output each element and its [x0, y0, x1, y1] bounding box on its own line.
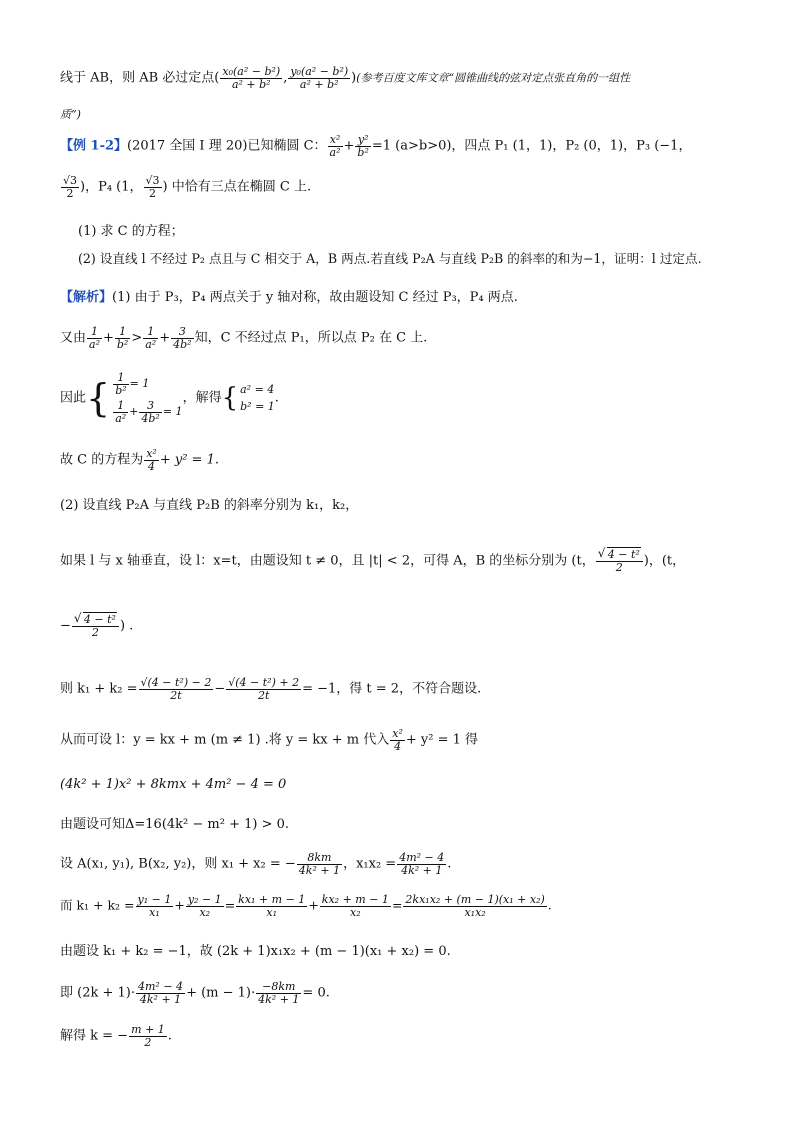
- denominator: 4k² + 1: [139, 992, 182, 1006]
- solution-tag: 【解析】: [60, 290, 113, 305]
- text: (2) 设直线 P₂A 与直线 P₂B 的斜率分别为 k₁，k₂，: [60, 498, 359, 513]
- numerator: 1: [113, 400, 128, 413]
- text-line-14: [60, 677, 742, 701]
- numerator: y₁ − 1: [137, 893, 172, 906]
- fraction: [143, 326, 158, 350]
- fraction: [297, 852, 342, 876]
- fraction: [397, 852, 446, 876]
- text: 解得 k = −: [60, 1028, 129, 1044]
- system-row-1: [112, 372, 182, 396]
- fraction: [355, 134, 370, 158]
- denominator: x₁: [266, 905, 278, 919]
- denominator: 4b²: [173, 337, 192, 351]
- denominator: 2: [149, 186, 157, 200]
- text-line-20: [60, 944, 742, 960]
- text: 又由: [60, 330, 87, 346]
- denominator: 2: [144, 1035, 152, 1049]
- operator: +: [159, 330, 171, 346]
- fraction: [236, 894, 307, 918]
- numerator: −8km: [256, 981, 301, 994]
- text: 线于 AB，则 AB 必过定点(: [60, 70, 220, 86]
- question-1: [78, 224, 742, 240]
- numerator: 3: [139, 400, 161, 413]
- operator: =: [224, 897, 236, 913]
- denominator: 2t: [257, 688, 270, 702]
- denominator: 2: [66, 186, 74, 200]
- sqrt: [598, 549, 641, 561]
- text: ,: [283, 70, 288, 86]
- text: = 1: [129, 377, 150, 391]
- numerator: 2kx₁x₂ + (m − 1)(x₁ + x₂): [405, 893, 545, 906]
- text: + y² = 1 得: [405, 732, 479, 748]
- numerator: 4m² − 4: [138, 980, 184, 993]
- numerator: √3: [63, 174, 78, 187]
- solution-row-1: a² = 4: [240, 382, 275, 396]
- fraction: [129, 1024, 167, 1048]
- text: ，x₁x₂ =: [343, 856, 397, 872]
- numerator: y²: [355, 134, 370, 147]
- fraction: [186, 894, 224, 918]
- numerator: y₂ − 1: [187, 893, 222, 906]
- text: = 1: [162, 405, 183, 419]
- fraction: [72, 614, 119, 638]
- operator: =: [391, 897, 403, 913]
- reference-note: (参考百度文库文章“圆锥曲线的弦对定点张直角的一组性: [356, 71, 631, 85]
- denominator: a²: [115, 411, 127, 425]
- text: .: [447, 856, 452, 872]
- fraction: [403, 894, 546, 918]
- numerator: √(4 − t²) + 2: [228, 676, 300, 689]
- text-line-2: [60, 108, 742, 121]
- equation-system: [60, 368, 742, 428]
- fraction: [113, 400, 128, 424]
- denominator: a²: [89, 337, 100, 351]
- text: + (m − 1)·: [186, 985, 256, 1001]
- numerator: 1: [113, 372, 128, 385]
- fraction: [136, 981, 185, 1005]
- fraction: [288, 66, 350, 90]
- text-line-15: [60, 728, 742, 752]
- fraction: [220, 66, 282, 90]
- numerator: 1: [87, 326, 102, 339]
- text: 由题设可知Δ=16(4k² − m² + 1) > 0.: [60, 817, 290, 832]
- system-rows: [112, 368, 182, 428]
- fraction: [61, 175, 79, 199]
- denominator: a²: [145, 337, 157, 351]
- solution-rows: [240, 379, 275, 417]
- text-line-8: [60, 326, 742, 350]
- numerator: x₀(a² − b²): [222, 65, 281, 78]
- denominator: x₁: [149, 905, 160, 919]
- denominator: x₁x₂: [464, 905, 486, 919]
- equation: (4k² + 1)x² + 8kmx + 4m² − 4 = 0: [60, 777, 287, 792]
- denominator: a² + b²: [231, 77, 271, 91]
- numerator: 1: [115, 326, 130, 339]
- numerator: x²: [392, 727, 403, 740]
- text: 知，C 不经过点 P₁，所以点 P₂ 在 C 上.: [194, 330, 428, 346]
- text: ) .: [119, 618, 134, 634]
- numerator: √3: [145, 174, 160, 187]
- text: 则 k₁ + k₂ =: [60, 681, 138, 697]
- system-row-2: [112, 400, 182, 424]
- denominator: b²: [115, 383, 127, 397]
- text: 因此: [60, 390, 87, 406]
- text-line-17: [60, 817, 742, 833]
- text: 而 k₁ + k₂ =: [60, 897, 135, 913]
- text: 质”): [60, 108, 81, 121]
- text: )，(t，: [643, 553, 686, 569]
- text: (1) 求 C 的方程；: [78, 224, 184, 239]
- text: 由题设 k₁ + k₂ = −1，故 (2k + 1)x₁x₂ + (m − 1)(x₁ + x₂) = 0.: [60, 944, 451, 959]
- fraction: [144, 448, 159, 472]
- sqrt: [74, 614, 117, 626]
- denominator: 2: [615, 560, 623, 574]
- left-brace: {: [221, 383, 239, 414]
- text-line-16: [60, 777, 742, 793]
- denominator: 4: [148, 459, 156, 473]
- denominator: x₂: [350, 905, 361, 919]
- text-line-18: [60, 852, 742, 876]
- denominator: b²: [116, 337, 129, 351]
- text-line-19: [60, 894, 742, 918]
- text-line-11: [60, 498, 742, 514]
- denominator: 2t: [170, 688, 182, 702]
- fraction: [256, 981, 301, 1005]
- text: .: [274, 390, 279, 406]
- fraction: [226, 677, 301, 701]
- text: = −1，得 t = 2，不符合题设.: [302, 681, 482, 697]
- numerator: 3: [171, 326, 193, 339]
- text: (1) 由于 P₃，P₄ 两点关于 y 轴对称，故由题设知 C 经过 P₃，P₄ 两点.: [112, 290, 518, 305]
- text: .: [167, 1028, 172, 1044]
- text: =1 (a>b>0)，四点 P₁ (1，1)，P₂ (0，1)，P₃ (−1，: [371, 138, 692, 154]
- numerator: m + 1: [131, 1023, 165, 1036]
- operator: −: [60, 618, 71, 634]
- numerator: √(4 − t²) − 2: [140, 676, 212, 689]
- text: ): [351, 70, 357, 86]
- operator: +: [102, 330, 114, 346]
- example-tag: 【例 1-2】: [60, 138, 128, 154]
- radicand: 4 − t²: [607, 548, 640, 561]
- fraction: [115, 326, 130, 350]
- operator: +: [343, 138, 355, 154]
- denominator: a²: [329, 145, 341, 159]
- numerator: x²: [328, 134, 343, 147]
- text: 如果 l 与 x 轴垂直，设 l：x=t，由题设知 t ≠ 0，且 |t| < 2，可得 A，B 的坐标分别为 (t，: [60, 553, 595, 569]
- example-heading: [60, 134, 742, 158]
- numerator: kx₂ + m − 1: [321, 893, 389, 906]
- text: (2017 全国 I 理 20)已知椭圆 C：: [127, 138, 327, 154]
- fraction: [320, 894, 391, 918]
- numerator: 8km: [297, 852, 342, 865]
- numerator: 4m² − 4: [399, 851, 445, 864]
- text: 故 C 的方程为: [60, 452, 144, 468]
- denominator: a² + b²: [299, 77, 339, 91]
- text: (2) 设直线 l 不经过 P₂ 点且与 C 相交于 A，B 两点.若直线 P₂A 与直线 P₂B 的斜率的和为−1，证明：l 过定点.: [78, 251, 702, 266]
- denominator: b²: [357, 145, 369, 159]
- text-line-21: [60, 981, 742, 1005]
- numerator: y₀(a² − b²): [290, 65, 349, 78]
- text-line-1: [60, 66, 742, 90]
- solution-row-2: b² = 1: [240, 400, 275, 414]
- text-line-12: [60, 549, 742, 573]
- numerator: kx₁ + m − 1: [238, 893, 306, 906]
- text: 从而可设 l：y = kx + m (m ≠ 1) .将 y = kx + m 代入: [60, 732, 390, 748]
- fraction: [113, 372, 128, 396]
- operator: +: [174, 897, 185, 913]
- operator: +: [308, 897, 319, 913]
- text-line-22: [60, 1024, 742, 1048]
- solution-heading: [60, 290, 742, 306]
- fraction: [136, 894, 174, 918]
- text: 即 (2k + 1)·: [60, 985, 135, 1001]
- numerator: [72, 614, 119, 627]
- denominator: 4k² + 1: [258, 992, 300, 1006]
- denominator: 4: [394, 739, 402, 753]
- operator: −: [214, 681, 226, 697]
- fraction: [139, 400, 161, 424]
- numerator: x²: [146, 447, 157, 460]
- question-2: [78, 251, 742, 266]
- text-line-10: [60, 448, 742, 472]
- radicand: 4 − t²: [83, 613, 116, 626]
- text: ) 中恰有三点在椭圆 C 上.: [162, 179, 312, 195]
- fraction: [171, 326, 193, 350]
- text: + y² = 1.: [159, 452, 219, 468]
- text: .: [547, 897, 552, 913]
- text: ，解得: [182, 390, 222, 406]
- fraction: [328, 134, 343, 158]
- denominator: x₂: [199, 905, 211, 919]
- denominator: 4b²: [141, 411, 160, 425]
- text: )，P₄ (1，: [80, 179, 143, 195]
- left-brace: {: [86, 376, 111, 421]
- denominator: 4k² + 1: [298, 863, 341, 877]
- text: = 0.: [302, 985, 330, 1001]
- numerator: [596, 549, 643, 562]
- fraction: [596, 549, 643, 573]
- denominator: 4k² + 1: [401, 863, 443, 877]
- fraction: [144, 175, 162, 199]
- text: 设 A(x₁, y₁), B(x₂, y₂)，则 x₁ + x₂ = −: [60, 856, 296, 872]
- operator: +: [129, 405, 139, 419]
- fraction: [139, 677, 214, 701]
- fraction: [390, 728, 405, 752]
- text-line-4: [60, 175, 742, 199]
- denominator: 2: [91, 625, 99, 639]
- fraction: [87, 326, 102, 350]
- text-line-13: [60, 614, 742, 638]
- numerator: 1: [143, 326, 158, 339]
- operator: >: [131, 330, 143, 346]
